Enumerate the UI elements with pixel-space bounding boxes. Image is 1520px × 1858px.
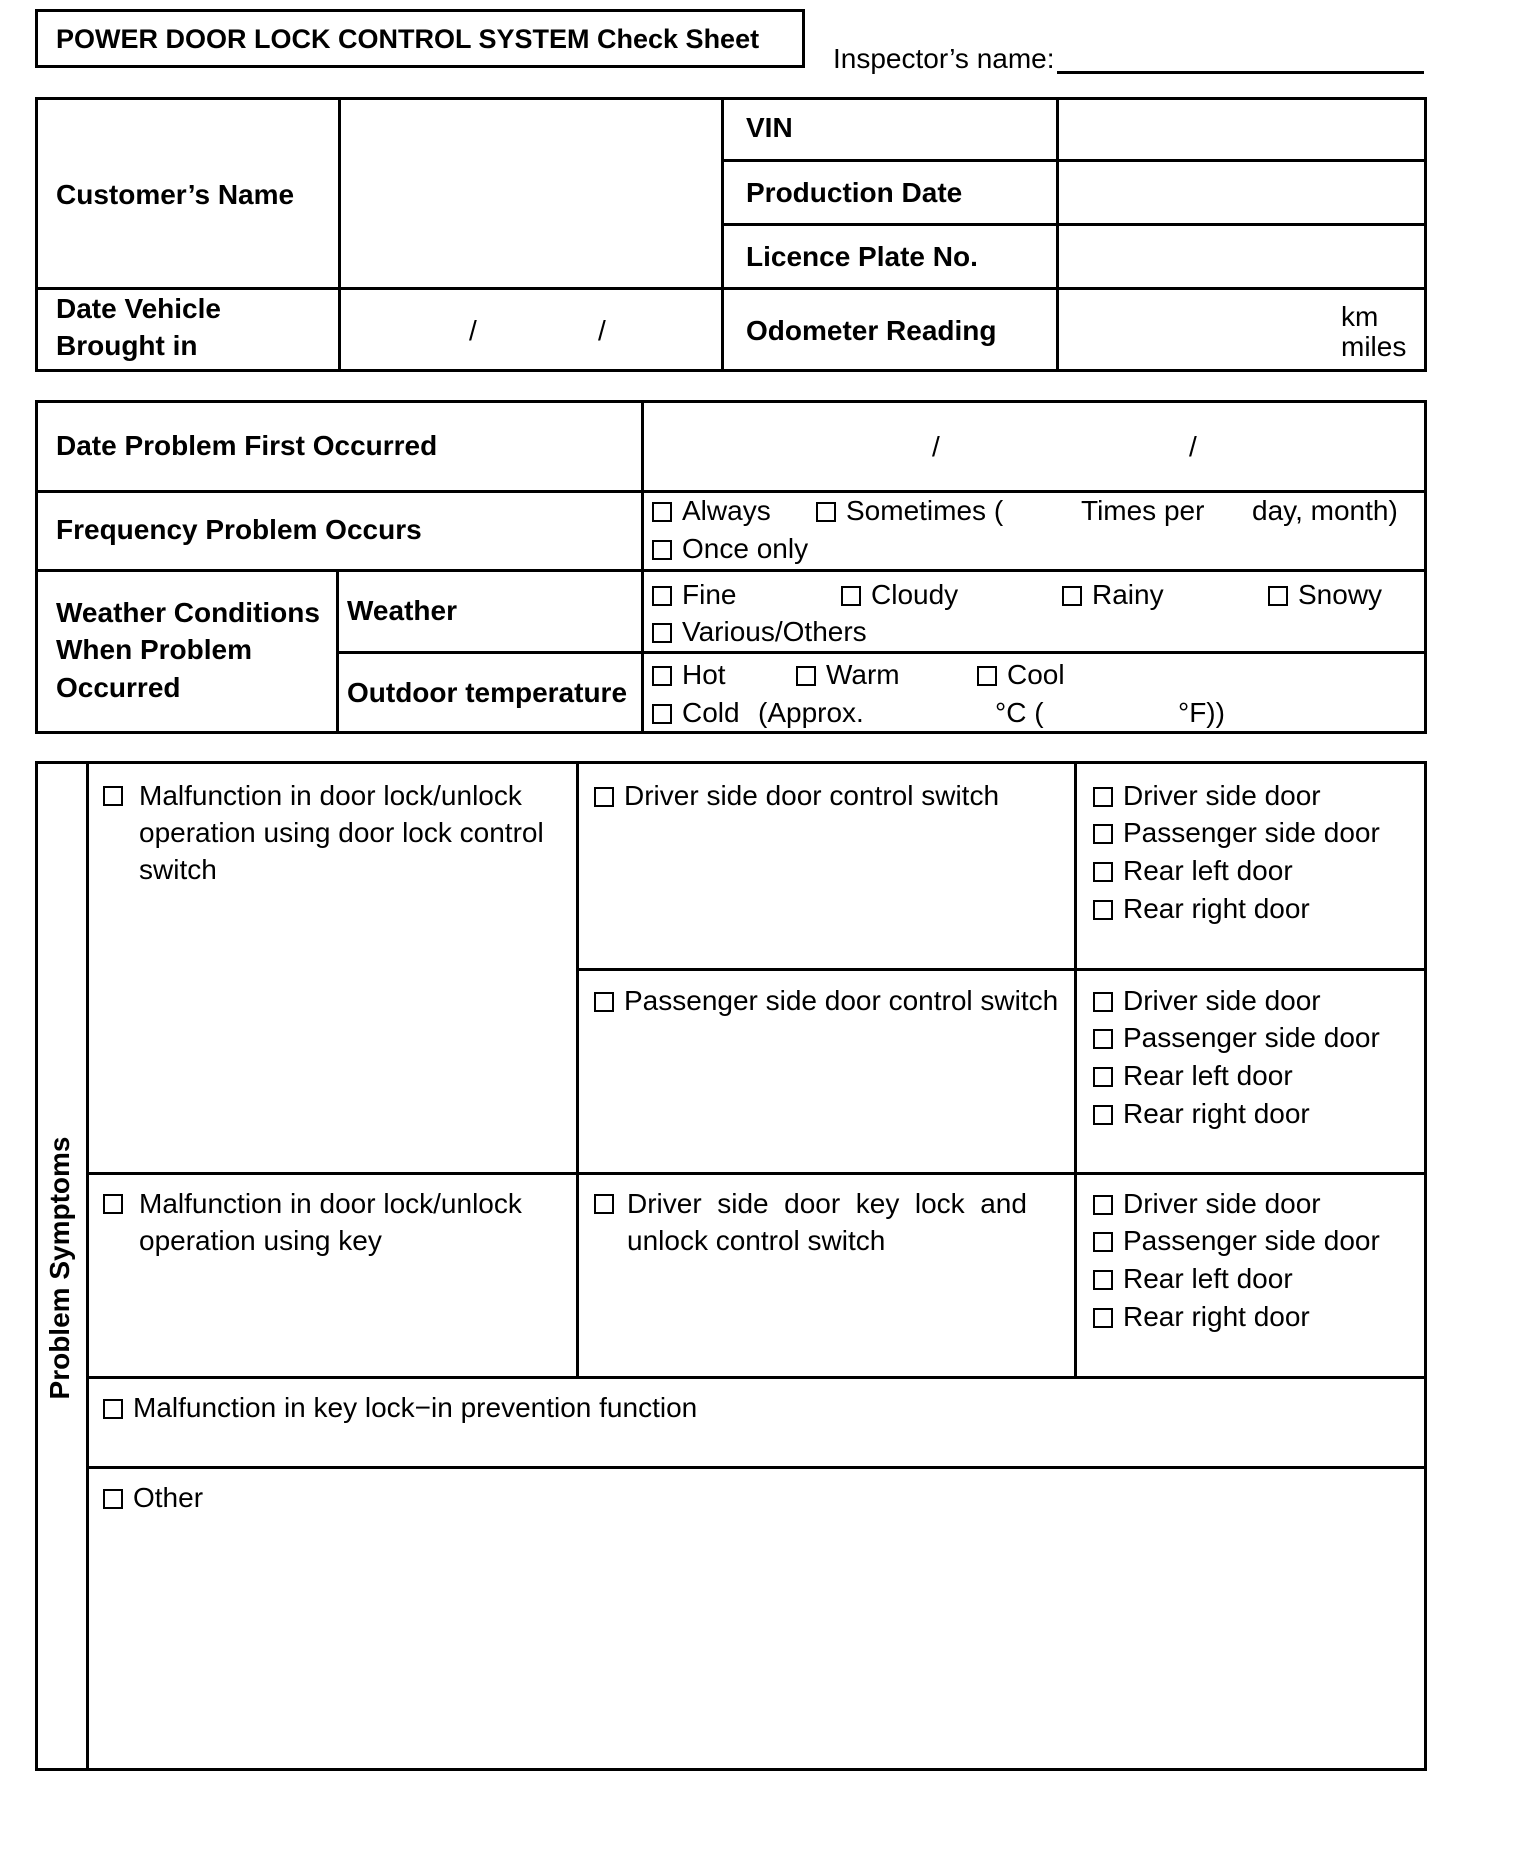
checkbox-icon	[1093, 1195, 1113, 1215]
date-separator: /	[469, 315, 477, 346]
checkbox-icon	[594, 992, 614, 1012]
checkbox-once-only[interactable]: Once only	[652, 530, 808, 568]
customer-name-label: Customer’s Name	[56, 179, 295, 210]
approx-label: (Approx.	[758, 697, 864, 728]
checkbox-snowy[interactable]: Snowy	[1268, 576, 1382, 614]
checkbox-other[interactable]: Other	[103, 1479, 203, 1517]
production-date-label: Production Date	[746, 177, 963, 208]
checkbox-passenger-door[interactable]: Passenger side door	[1093, 814, 1380, 852]
checkbox-icon	[652, 502, 672, 522]
checkbox-driver-door[interactable]: Driver side door	[1093, 777, 1321, 815]
checkbox-rainy[interactable]: Rainy	[1062, 576, 1164, 614]
checkbox-warm[interactable]: Warm	[796, 656, 900, 694]
checkbox-cool[interactable]: Cool	[977, 656, 1065, 694]
checkbox-sometimes[interactable]: Sometimes (	[816, 492, 1003, 530]
checkbox-icon	[652, 586, 672, 606]
date-first-occurred-label: Date Problem First Occurred	[56, 430, 438, 461]
checkbox-icon	[1093, 1232, 1113, 1252]
checkbox-rear-left-door[interactable]: Rear left door	[1093, 1057, 1293, 1095]
checkbox-always[interactable]: Always	[652, 492, 771, 530]
key-switch-line: Driver side door key lock and	[627, 1188, 1027, 1219]
checkbox-icon	[816, 502, 836, 522]
vin-field[interactable]	[1061, 102, 1423, 158]
inspector-name-field[interactable]	[1057, 71, 1424, 74]
date-first-occurred-field[interactable]	[646, 405, 1423, 488]
checkbox-icon	[652, 623, 672, 643]
checkbox-icon	[796, 666, 816, 686]
switch-malfunction-line: switch	[139, 854, 217, 885]
checkbox-cold[interactable]: Cold	[652, 694, 740, 732]
checkbox-icon	[652, 666, 672, 686]
unit-km: km	[1341, 301, 1379, 332]
times-per-label: Times per	[1081, 495, 1205, 526]
date-separator: /	[932, 431, 940, 462]
date-brought-label-line2: Brought in	[56, 330, 198, 361]
checkbox-cloudy[interactable]: Cloudy	[841, 576, 958, 614]
checkbox-passenger-switch[interactable]: Passenger side door control switch	[594, 982, 1058, 1020]
checkbox-icon	[1093, 787, 1113, 807]
date-brought-field[interactable]	[343, 292, 717, 368]
odometer-label: Odometer Reading	[746, 315, 997, 346]
checkbox-passenger-door[interactable]: Passenger side door	[1093, 1222, 1380, 1260]
frequency-label: Frequency Problem Occurs	[56, 514, 422, 545]
checkbox-key-lockin-prevention[interactable]: Malfunction in key lock−in prevention function	[103, 1389, 697, 1427]
unit-miles: miles	[1341, 331, 1407, 362]
weather-conditions-label-line1: Weather Conditions	[56, 597, 320, 628]
checkbox-icon	[652, 540, 672, 560]
checkbox-rear-left-door[interactable]: Rear left door	[1093, 852, 1293, 890]
checkbox-icon	[652, 704, 672, 724]
outdoor-temperature-label: Outdoor temperature	[347, 677, 628, 708]
checkbox-icon	[1268, 586, 1288, 606]
page-title: POWER DOOR LOCK CONTROL SYSTEM Check Sheet	[56, 24, 760, 54]
checkbox-icon	[103, 1399, 123, 1419]
celsius-label: °C (	[995, 697, 1044, 728]
checkbox-hot[interactable]: Hot	[652, 656, 726, 694]
checkbox-icon	[594, 787, 614, 807]
checkbox-icon	[1093, 1270, 1113, 1290]
checkbox-icon	[1093, 1067, 1113, 1087]
inspector-label: Inspector’s name:	[833, 43, 1055, 74]
checkbox-fine[interactable]: Fine	[652, 576, 736, 614]
key-switch-line: unlock control switch	[627, 1225, 886, 1256]
checkbox-icon	[103, 1489, 123, 1509]
checkbox-icon	[103, 1194, 123, 1214]
checkbox-icon	[977, 666, 997, 686]
checkbox-icon	[1093, 992, 1113, 1012]
checkbox-icon	[1093, 862, 1113, 882]
checkbox-icon	[103, 786, 123, 806]
checkbox-rear-right-door[interactable]: Rear right door	[1093, 1298, 1310, 1336]
weather-conditions-label-line3: Occurred	[56, 672, 181, 703]
switch-malfunction-line: operation using door lock control	[139, 817, 544, 848]
weather-conditions-label-line2: When Problem	[56, 634, 253, 665]
checkbox-icon	[1093, 1029, 1113, 1049]
production-date-field[interactable]	[1061, 164, 1423, 221]
date-separator: /	[598, 315, 606, 346]
licence-plate-label: Licence Plate No.	[746, 241, 978, 272]
fahrenheit-label: °F))	[1178, 697, 1225, 728]
key-malfunction-line: Malfunction in door lock/unlock	[139, 1188, 522, 1219]
weather-label: Weather	[347, 595, 457, 626]
other-details-field[interactable]	[92, 1520, 1422, 1765]
problem-symptoms-label: Problem Symptoms	[44, 1136, 75, 1400]
checkbox-icon	[1093, 824, 1113, 844]
date-separator: /	[1189, 431, 1197, 462]
checkbox-rear-left-door[interactable]: Rear left door	[1093, 1260, 1293, 1298]
checkbox-icon	[594, 1194, 614, 1214]
checkbox-passenger-door[interactable]: Passenger side door	[1093, 1019, 1380, 1057]
licence-plate-field[interactable]	[1061, 228, 1423, 285]
checkbox-driver-switch[interactable]: Driver side door control switch	[594, 777, 999, 815]
checkbox-icon	[841, 586, 861, 606]
checkbox-icon	[1093, 1105, 1113, 1125]
checkbox-driver-door[interactable]: Driver side door	[1093, 982, 1321, 1020]
switch-malfunction-line: Malfunction in door lock/unlock	[139, 780, 522, 811]
customer-name-field[interactable]	[343, 102, 717, 285]
checkbox-icon	[1062, 586, 1082, 606]
checkbox-rear-right-door[interactable]: Rear right door	[1093, 1095, 1310, 1133]
checkbox-driver-door[interactable]: Driver side door	[1093, 1185, 1321, 1223]
checkbox-various[interactable]: Various/Others	[652, 613, 867, 651]
date-brought-label-line1: Date Vehicle	[56, 293, 221, 324]
day-month-label: day, month)	[1252, 495, 1398, 526]
checkbox-icon	[1093, 1308, 1113, 1328]
checkbox-icon	[1093, 900, 1113, 920]
key-malfunction-line: operation using key	[139, 1225, 382, 1256]
checkbox-rear-right-door[interactable]: Rear right door	[1093, 890, 1310, 928]
vin-label: VIN	[746, 112, 793, 143]
